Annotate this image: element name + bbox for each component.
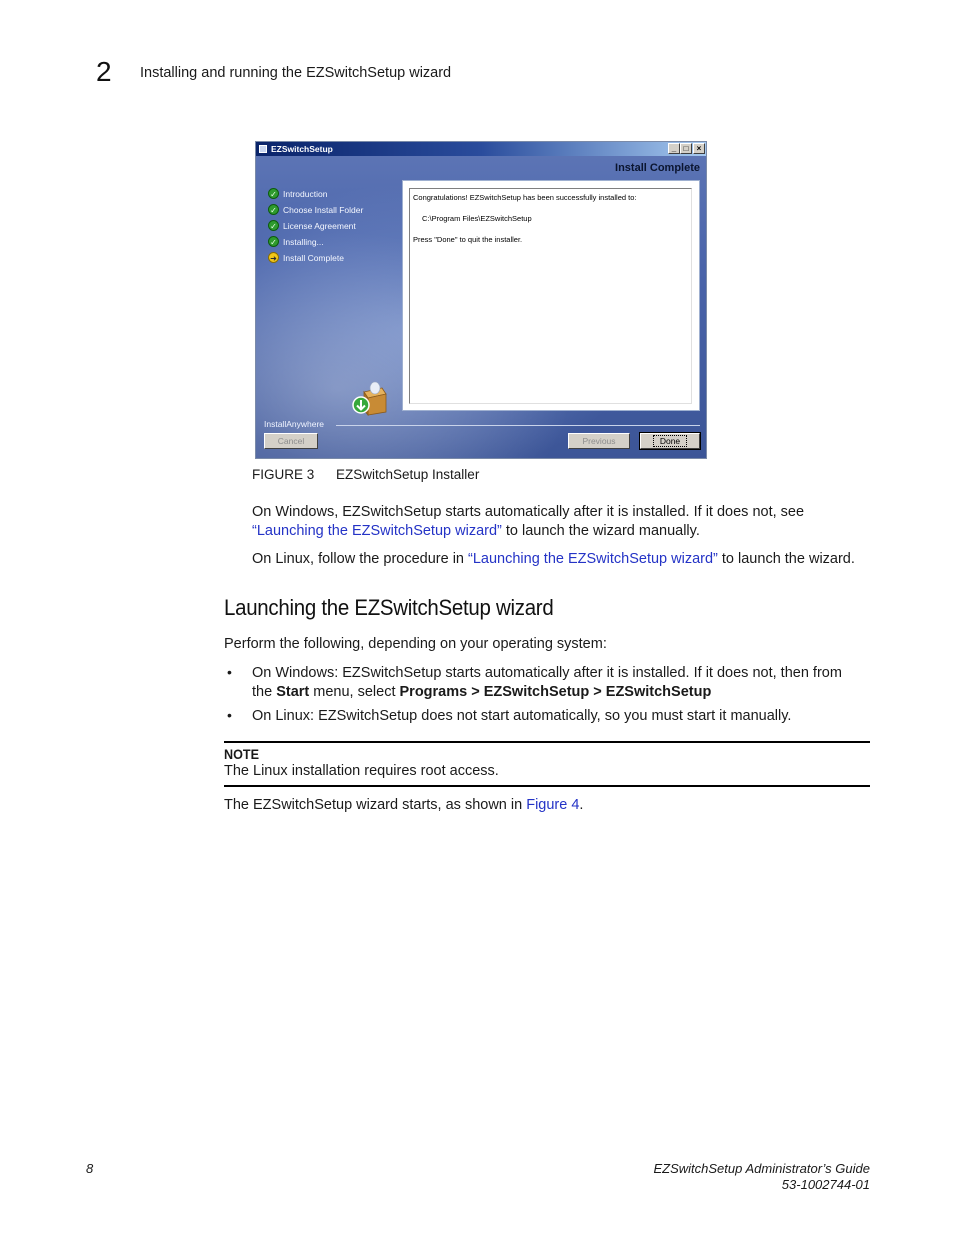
text: the <box>252 684 277 700</box>
note-rule-top <box>224 741 870 743</box>
text: On Windows, EZSwitchSetup starts automatically after it is installed. If it does not, see <box>252 504 805 520</box>
section-lead: Perform the following, depending on your operating system: <box>224 636 607 652</box>
brand-label: InstallAnywhere <box>264 419 325 429</box>
text: menu, select <box>309 684 400 700</box>
bullet-item: On Linux: EZSwitchSetup does not start automatically, so you must start it manually. <box>252 708 792 724</box>
step-label: Introduction <box>283 189 328 199</box>
text: On Linux, follow the procedure in <box>252 551 469 567</box>
figure-link[interactable]: Figure 4 <box>526 797 580 813</box>
doc-number: 53-1002744-01 <box>781 1177 870 1192</box>
check-icon: ✓ <box>268 220 279 231</box>
text: . <box>579 797 584 813</box>
app-icon <box>259 145 267 153</box>
message-line: Congratulations! EZSwitchSetup has been successfully installed to: <box>413 193 637 202</box>
intro-paragraph-1 <box>252 503 872 541</box>
note-rule-bottom <box>224 785 870 787</box>
page-number: 8 <box>86 1161 94 1176</box>
window-titlebar <box>256 142 706 156</box>
step-label: Choose Install Folder <box>283 205 364 215</box>
arrow-right-icon: ➜ <box>268 252 279 263</box>
install-path: C:\Program Files\EZSwitchSetup <box>422 214 532 223</box>
figure-number: FIGURE 3 <box>252 467 315 482</box>
done-button[interactable] <box>640 433 700 449</box>
bullet-item <box>252 664 872 702</box>
check-icon: ✓ <box>268 236 279 247</box>
cancel-button[interactable]: Cancel <box>264 433 318 449</box>
xref-link[interactable]: “Launching the EZSwitchSetup wizard” <box>252 523 502 539</box>
ui-term: Start <box>276 684 310 700</box>
stage-title: Install Complete <box>615 162 700 174</box>
step-label: License Agreement <box>283 221 356 231</box>
previous-button[interactable]: Previous <box>568 433 630 449</box>
chapter-title: Installing and running the EZSwitchSetup wizard <box>140 65 452 81</box>
figure-title: EZSwitchSetup Installer <box>336 467 480 482</box>
text: On Windows: EZSwitchSetup starts automatically after it is installed. If it does not, then from <box>252 665 842 681</box>
chapter-number: 2 <box>96 56 112 87</box>
install-package-icon <box>352 380 388 416</box>
done-button-label: Done <box>653 435 687 447</box>
xref-link[interactable]: “Launching the EZSwitchSetup wizard” <box>468 551 718 567</box>
note-text: The Linux installation requires root access. <box>224 763 499 779</box>
doc-title: EZSwitchSetup Administrator’s Guide <box>653 1161 870 1176</box>
divider <box>336 425 700 426</box>
bullet-icon: • <box>227 664 232 680</box>
text: to launch the wizard manually. <box>501 523 700 539</box>
message-line: Press "Done" to quit the installer. <box>413 235 523 244</box>
bullet-icon: • <box>227 707 232 723</box>
step-label: Installing... <box>283 237 324 247</box>
figure-caption <box>252 467 479 482</box>
note-label: NOTE <box>224 746 260 762</box>
installer-window-screenshot <box>255 141 707 459</box>
text: The EZSwitchSetup wizard starts, as shown in <box>224 797 527 813</box>
maximize-button[interactable]: □ <box>680 143 692 154</box>
window-title: EZSwitchSetup <box>271 144 333 154</box>
text: to launch the wizard. <box>717 551 855 567</box>
section-heading: Launching the EZSwitchSetup wizard <box>224 595 554 620</box>
check-icon: ✓ <box>268 188 279 199</box>
close-button[interactable]: × <box>693 143 705 154</box>
step-label: Install Complete <box>283 253 344 263</box>
intro-paragraph-2 <box>252 550 892 569</box>
minimize-button[interactable]: _ <box>668 143 680 154</box>
closing-paragraph <box>224 796 583 815</box>
menu-path: Programs > EZSwitchSetup > EZSwitchSetup <box>399 684 712 700</box>
message-area[interactable] <box>409 188 692 404</box>
check-icon: ✓ <box>268 204 279 215</box>
footer-doc-info <box>653 1161 870 1193</box>
